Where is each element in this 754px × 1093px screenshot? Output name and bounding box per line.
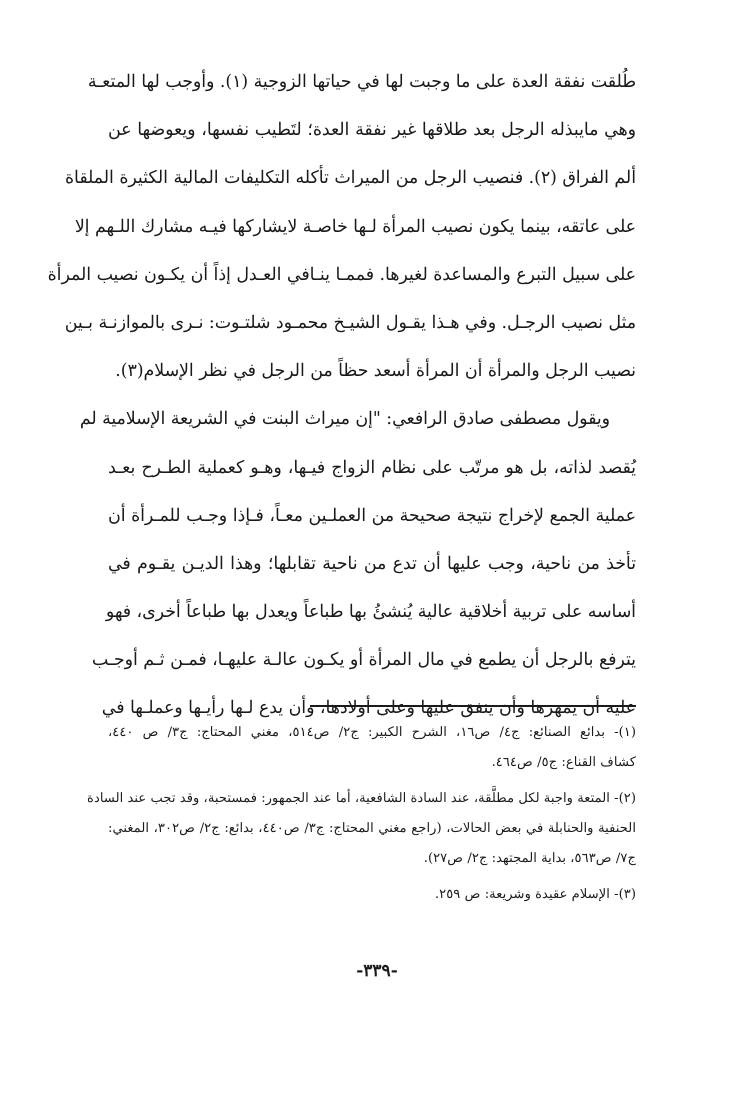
footnote-line: كشاف القناع: ج٥/ ص٤٦٤. [491, 755, 636, 770]
footnote-divider [310, 705, 636, 707]
text-line: تأخذ من ناحية، وجب عليها أن تدع من ناحية تقابلها؛ وهذا الديـن يقـوم في [108, 553, 636, 574]
footnote-1 [108, 718, 636, 778]
text-line: أساسه على تربية أخلاقية عالية يُنشئُ بها طباعاً ويعدل بها طباعاً أخرى، فهو [105, 602, 636, 623]
text-line: ألم الفراق (٢). فنصيب الرجل من الميراث تأكله التكليفات المالية الكثيرة الملقاة [65, 168, 636, 189]
text-line: على عاتقه، بينما يكون نصيب المرأة لـها خاصـة لايشاركها فيـه مشارك اللـهم إلا [74, 216, 636, 237]
page-number: -٣٣٩- [356, 961, 398, 981]
text-line: نصيب الرجل والمرأة أن المرأة أسعد حظاً من الرجل في نظر الإسلام(٣). [115, 361, 636, 382]
footnote-line: ج٧/ ص٥٦٣، بداية المجتهد: ج٢/ ص٢٧). [423, 851, 636, 866]
main-text [47, 58, 636, 733]
footnote-line: (٢)- المتعة واجبة لكل مطلَّقة، عند السادة الشافعية، أما عند الجمهور: فمستحبة، وقد تجب عند السادة [87, 791, 636, 806]
text-line: يترفع بالرجل أن يطمع في مال المرأة أو يكـون عالـة عليهـا، فمـن ثـم أوجـب [91, 650, 636, 671]
text-line: يُقصد لذاته، بل هو مرتّب على نظام الزواج فيـها، وهـو كعملية الطـرح بعـد [108, 457, 636, 478]
footnote-2 [87, 784, 636, 874]
text-line: وهي مايبذله الرجل بعد طلاقها غير نفقة العدة؛ لتَطيب نفسها، ويعوضها عن [108, 120, 636, 141]
footnote-line: (١)- بدائع الصنائع: ج٤/ ص١٦، الشرح الكبير: ج٢/ ص٥١٤، مغني المحتاج: ج٣/ ص ٤٤٠، [108, 725, 636, 740]
text-line: عليه أن يمهرها وأن ينفق عليها وعلى أولادها، وأن يدع لـها رأيـها وعملـها في [101, 698, 636, 719]
footnotes [87, 718, 636, 910]
text-line: طُلقت نفقة العدة على ما وجبت لها في حياتها الزوجية (١). وأوجب لها المتعـة [87, 72, 636, 92]
text-line: مثل نصيب الرجـل. وفي هـذا يقـول الشيـخ محمـود شلتـوت: نـرى بالموازنـة بـين [64, 312, 636, 333]
text-line: ويقول مصطفى صادق الرافعي: "إن ميراث البنت في الشريعة الإسلامية لم [79, 409, 610, 430]
text-line: عملية الجمع لإخراج نتيجة صحيحة من العملـين معـاً، فـإذا وجـب للمـرأة أن [108, 505, 636, 526]
footnote-line: (٣)- الإسلام عقيدة وشريعة: ص ٢٥٩. [434, 887, 636, 902]
text-line: على سبيل التبرع والمساعدة لغيرها. فممـا ينـافي العـدل إذاً أن يكـون نصيب المرأة [47, 264, 636, 285]
footnote-line: الحنفية والحنابلة في بعض الحالات، (راجع مغني المحتاج: ج٣/ ص٤٤٠، بدائع: ج٢/ ص٣٠٢، المغني: [108, 821, 636, 836]
footnote-3 [108, 880, 636, 910]
